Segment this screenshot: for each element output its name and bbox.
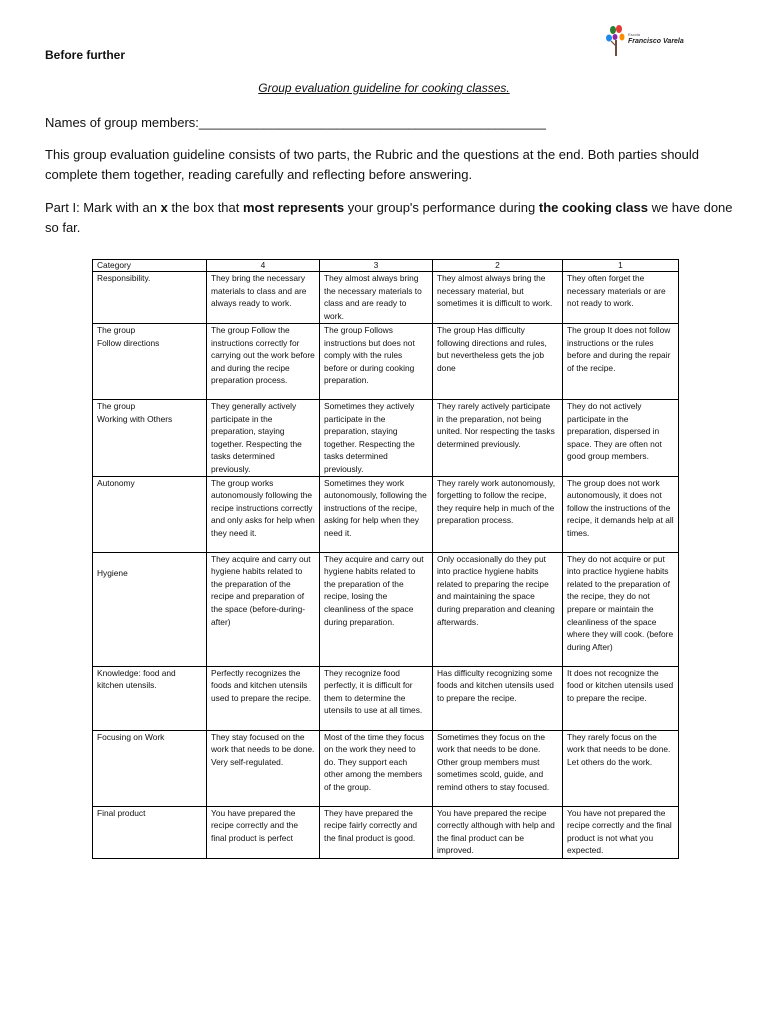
names-line: Names of group members:________________________________________________ bbox=[45, 115, 546, 130]
document-title: Group evaluation guideline for cooking classes. bbox=[258, 81, 510, 95]
rubric-row-follow-directions bbox=[93, 324, 679, 400]
part-prefix: Part I: Mark with an bbox=[45, 200, 161, 215]
category-label: Hygiene bbox=[97, 567, 128, 578]
category-cell[interactable] bbox=[93, 476, 207, 552]
score-3-cell[interactable]: Sometimes they actively participate in the preparation, staying together. Respecting the tasks determined previously. bbox=[320, 400, 433, 477]
score-3-cell[interactable]: The group Follows instructions but does not comply with the rules before or during cooking preparation. bbox=[320, 324, 433, 400]
part-cooking-class: the cooking class bbox=[538, 200, 648, 215]
header-score-2: 2 bbox=[433, 260, 563, 272]
category-cell[interactable] bbox=[93, 666, 207, 730]
score-4-cell[interactable]: You have prepared the recipe correctly and the final product is perfect bbox=[207, 806, 320, 858]
intro-paragraph: This group evaluation guideline consists of two parts, the Rubric and the questions at the end. Both parties should complete them together, reading carefully and reflecting before answering. bbox=[45, 147, 700, 182]
category-label: Final product bbox=[97, 807, 146, 818]
category-label: Focusing on Work bbox=[97, 731, 165, 742]
score-4-cell[interactable]: They acquire and carry out hygiene habits related to the preparation of the recipe and preparation of the space (before-during-after) bbox=[207, 552, 320, 666]
score-3-cell[interactable]: Most of the time they focus on the work they need to do. They support each other among the members of the group. bbox=[320, 730, 433, 806]
rubric-table bbox=[92, 259, 679, 859]
category-label: The group bbox=[97, 401, 136, 411]
logo-tree-icon bbox=[604, 24, 628, 58]
score-1-cell[interactable]: They rarely focus on the work that needs to be done. Let others do the work. bbox=[563, 730, 679, 806]
score-2-cell[interactable]: Only occasionally do they put into practice hygiene habits related to preparing the recipe and maintaining the space during preparation and cleaning afterwards. bbox=[433, 552, 563, 666]
category-label: Knowledge: food and kitchen utensils. bbox=[97, 667, 176, 691]
score-2-cell[interactable]: Has difficulty recognizing some foods and kitchen utensils used to prepare the recipe. bbox=[433, 666, 563, 730]
category-cell[interactable] bbox=[93, 552, 207, 666]
category-label: Follow directions bbox=[97, 337, 160, 348]
header-category: Category bbox=[93, 260, 207, 272]
score-4-cell[interactable]: They generally actively participate in the preparation, staying together. Respecting the tasks determined previously. bbox=[207, 400, 320, 477]
category-label: The group bbox=[97, 325, 136, 335]
part-mid1: the box that bbox=[167, 200, 243, 215]
score-2-cell[interactable]: They almost always bring the necessary material, but sometimes it is difficult to work. bbox=[433, 272, 563, 324]
score-1-cell[interactable]: They do not actively participate in the preparation, dispersed in space. They are often not good group members. bbox=[563, 400, 679, 477]
score-3-cell[interactable]: Sometimes they work autonomously, following the instructions of the recipe, asking for help when they need it. bbox=[320, 476, 433, 552]
category-cell[interactable] bbox=[93, 272, 207, 324]
score-3-cell[interactable]: They recognize food perfectly, it is difficult for them to determine the utensils to use at all times. bbox=[320, 666, 433, 730]
score-2-cell[interactable]: They rarely actively participate in the preparation, not being united. Nor respecting the tasks determined previously. bbox=[433, 400, 563, 477]
score-2-cell[interactable]: You have prepared the recipe correctly although with help and the final product can be improved. bbox=[433, 806, 563, 858]
score-3-cell[interactable]: They acquire and carry out hygiene habits related to the preparation of the recipe, losing the cleanliness of the space during preparation. bbox=[320, 552, 433, 666]
part-suffix: we have done so far. bbox=[45, 200, 733, 235]
rubric-row-responsibility bbox=[93, 272, 679, 324]
part-x: x bbox=[160, 200, 168, 215]
category-cell[interactable] bbox=[93, 324, 207, 400]
logo-name: Francisco Varela bbox=[628, 38, 684, 45]
score-4-cell[interactable]: Perfectly recognizes the foods and kitchen utensils used to prepare the recipe. bbox=[207, 666, 320, 730]
score-1-cell[interactable]: The group It does not follow instructions or the rules before and during the repair of the recipe. bbox=[563, 324, 679, 400]
rubric-row-working-with-others bbox=[93, 400, 679, 477]
category-cell[interactable] bbox=[93, 730, 207, 806]
before-further-label: Before further bbox=[45, 48, 126, 62]
part-mid2: your group's performance during bbox=[344, 200, 539, 215]
score-3-cell[interactable]: They have prepared the recipe fairly correctly and the final product is good. bbox=[320, 806, 433, 858]
score-1-cell[interactable]: They often forget the necessary materials or are not ready to work. bbox=[563, 272, 679, 324]
category-cell[interactable] bbox=[93, 806, 207, 858]
score-1-cell[interactable]: They do not acquire or put into practice hygiene habits related to the preparation of the recipe, they do not prepare or maintain the cleanliness of the space where they will cook. (before during After) bbox=[563, 552, 679, 666]
part-most-represents: most represents bbox=[243, 200, 345, 215]
score-2-cell[interactable]: They rarely work autonomously, forgetting to follow the recipe, they require help in much of the preparation process. bbox=[433, 476, 563, 552]
score-2-cell[interactable]: The group Has difficulty following directions and rules, but nevertheless gets the job done bbox=[433, 324, 563, 400]
rubric-row-final-product bbox=[93, 806, 679, 858]
score-4-cell[interactable]: They bring the necessary materials to class and are always ready to work. bbox=[207, 272, 320, 324]
rubric-row-focusing bbox=[93, 730, 679, 806]
header-score-3: 3 bbox=[320, 260, 433, 272]
score-4-cell[interactable]: The group Follow the instructions correctly for carrying out the work before and during the recipe preparation process. bbox=[207, 324, 320, 400]
score-1-cell[interactable]: It does not recognize the food or kitchen utensils used to prepare the recipe. bbox=[563, 666, 679, 730]
rubric-row-knowledge bbox=[93, 666, 679, 730]
score-1-cell[interactable]: You have not prepared the recipe correctly and the final product is not what you expected. bbox=[563, 806, 679, 858]
category-label: Working with Others bbox=[97, 413, 173, 424]
category-cell[interactable] bbox=[93, 400, 207, 477]
category-label: Responsibility. bbox=[97, 273, 151, 283]
header-score-1: 1 bbox=[563, 260, 679, 272]
logo-small-text: Escola bbox=[628, 32, 641, 37]
category-label: Autonomy bbox=[97, 477, 135, 488]
rubric-row-hygiene bbox=[93, 552, 679, 666]
rubric-row-autonomy bbox=[93, 476, 679, 552]
school-logo bbox=[604, 24, 696, 60]
score-3-cell[interactable]: They almost always bring the necessary materials to class and are ready to work. bbox=[320, 272, 433, 324]
rubric-header-row bbox=[93, 260, 679, 272]
score-1-cell[interactable]: The group does not work autonomously, it does not follow the instructions of the recipe, it demands help at all times. bbox=[563, 476, 679, 552]
score-2-cell[interactable]: Sometimes they focus on the work that needs to be done. Other group members must sometimes scold, guide, and remind others to stay focused. bbox=[433, 730, 563, 806]
score-4-cell[interactable]: They stay focused on the work that needs to be done. Very self-regulated. bbox=[207, 730, 320, 806]
header-score-4: 4 bbox=[207, 260, 320, 272]
score-4-cell[interactable]: The group works autonomously following the recipe instructions correctly and only asks for help when they need it. bbox=[207, 476, 320, 552]
part-one-instructions bbox=[45, 198, 735, 238]
